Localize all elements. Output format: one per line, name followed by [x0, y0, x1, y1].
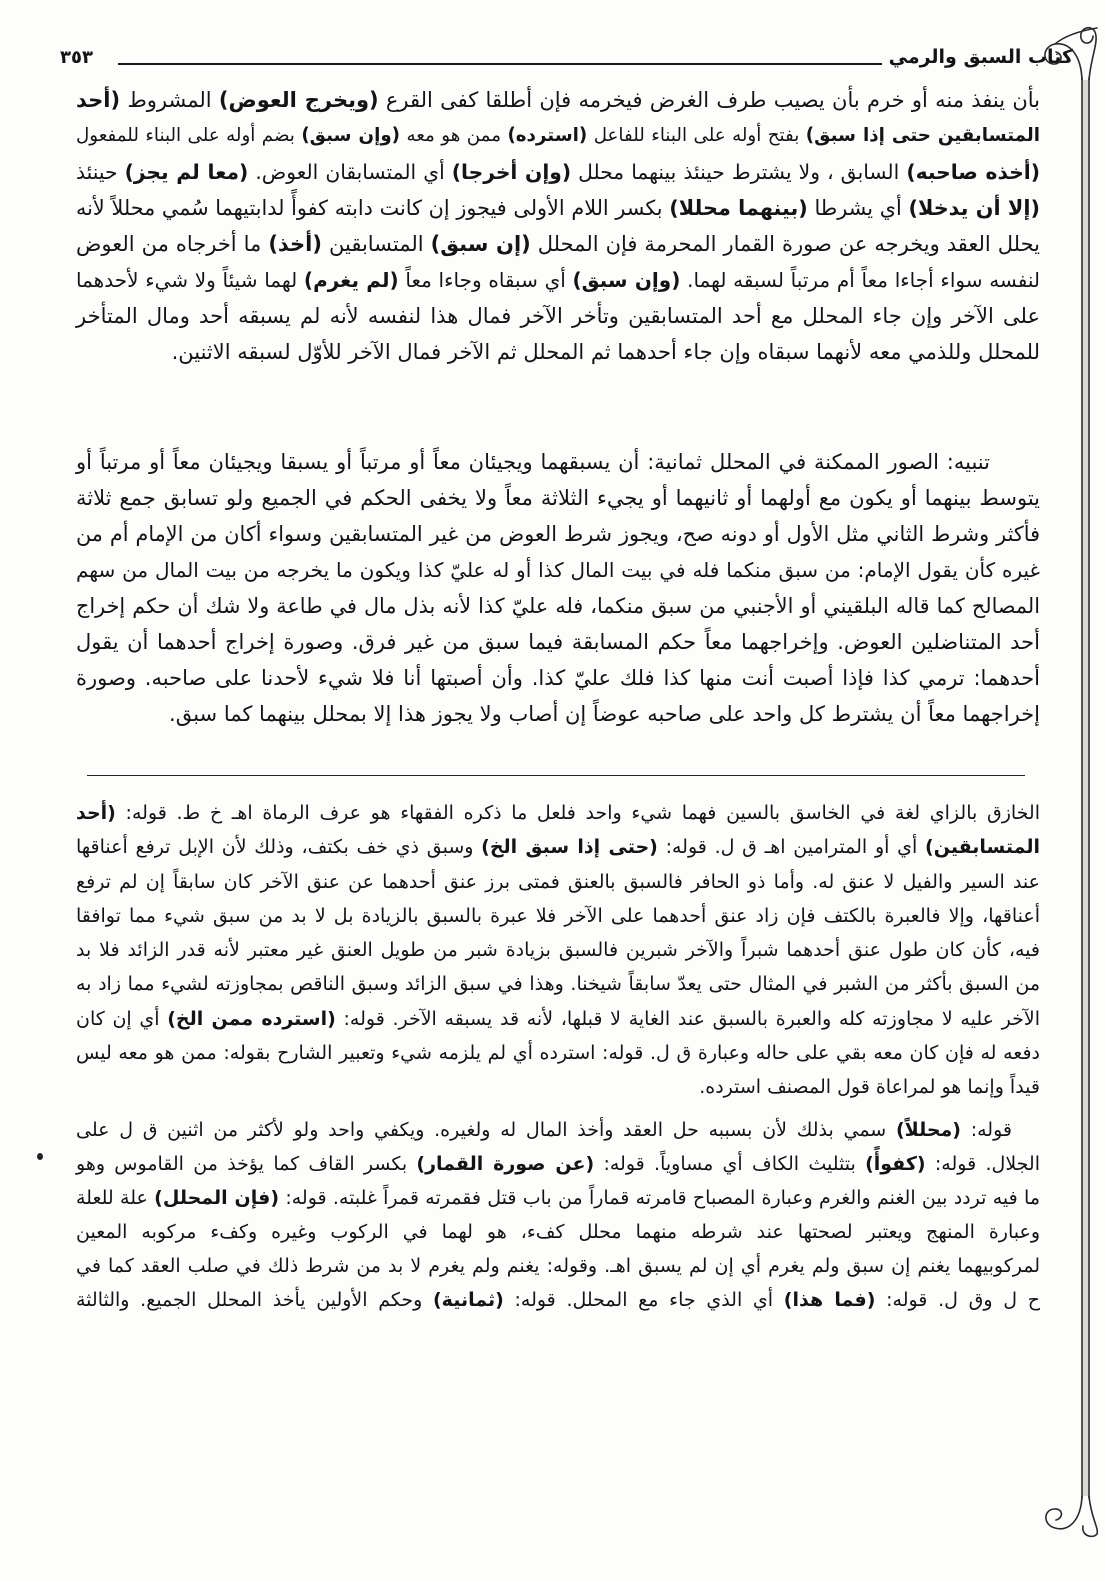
- text-line: [76, 516, 1040, 552]
- bold-matn-text: (إلا أن يدخلا): [908, 196, 1040, 220]
- text-line: [76, 154, 1040, 190]
- line-content: [76, 304, 1040, 328]
- bold-matn-text: (وإن أخرجا): [451, 160, 572, 184]
- text-segment: وسبق ذي خف بكتف، وذلك لأن الإبل ترفع أعناقها: [76, 836, 482, 859]
- text-line: [76, 298, 1040, 334]
- footnote-2: [76, 1113, 1040, 1317]
- text-segment: أي المتسابقان العوض.: [248, 160, 452, 184]
- line-content: [76, 1119, 1012, 1141]
- text-line: [76, 1283, 1040, 1317]
- text-segment: فيه، كأن كان طول عنق أحدهما شبراً والآخر شبرين فالسبق بزيادة شبر من طويل العنق غير معتبر لأنه قدر الزائد فلا بد: [76, 939, 1040, 962]
- text-segment: أي الذي جاء مع المحلل. قوله:: [503, 1289, 784, 1311]
- text-line: [76, 899, 1040, 933]
- text-line: [76, 1070, 1040, 1104]
- line-content: [76, 558, 1040, 582]
- text-segment: إخراجهما معاً أن يشترط كل واحد على صاحبه عوضاً إن أصاب ولا يجوز هذا إلا بمحلل بينهما كما سبق.: [169, 702, 1040, 726]
- text-line: [76, 830, 1040, 864]
- line-content: [76, 268, 1040, 292]
- bold-matn-text: (أحد: [76, 88, 121, 112]
- bold-matn-text: (وإن سبق): [572, 268, 681, 292]
- bold-matn-text: (حتى إذا سبق الخ): [481, 836, 658, 859]
- line-content: [76, 594, 1040, 618]
- line-content: [76, 1221, 1040, 1243]
- text-segment: الخازق بالزاي لغة في الخاسق بالسين فهما شيء واحد فلعل ما ذكره الفقهاء هو عرف الرماة اهـ خ ط. قوله:: [115, 802, 1040, 824]
- text-segment: أي إن كان: [76, 1007, 168, 1030]
- text-segment: تنبيه: الصور الممكنة في المحلل ثمانية: أن يسبقهما ويجيئان معاً أو مرتباً أو يسبقا ويجيئان معاً أو مرتباً أو: [76, 450, 990, 474]
- text-segment: السابق ، ولا يشترط حينئذ بينهما محلل: [571, 160, 907, 184]
- text-segment: لمركوبيهما يغنم إن سبق ولم يغرم أي إن لم يسبق اهـ. وقوله: يغنم ولم يغرم لا بد من شرط ذلك في صلب العقد كما في: [76, 1255, 1040, 1277]
- line-content: [172, 340, 1040, 364]
- bold-matn-text: (أخذ): [268, 232, 322, 256]
- text-line: [76, 82, 1040, 118]
- bold-matn-text: (فإن المحلل): [154, 1187, 280, 1209]
- scroll-top-curl: [1045, 44, 1082, 80]
- text-segment: أي أو المترامين اهـ ق ل. قوله:: [657, 836, 926, 859]
- text-segment: ممن هو معه: [400, 125, 508, 146]
- text-line: [76, 967, 1040, 1001]
- bold-matn-text: (أحد: [76, 802, 116, 824]
- line-content: [76, 905, 1040, 927]
- header-rule: [118, 63, 882, 65]
- line-content: [76, 1187, 1040, 1209]
- text-segment: دفعه له فإن كان معه بقي على حاله وعبارة ق ل. قوله: استرده أي لم يلزمه شيء وتعبير الشارح بقوله: ممن هو معه ليس: [76, 1042, 1040, 1065]
- text-line: [76, 334, 1040, 370]
- text-segment: أي سبقاه وجاءا معاً: [398, 268, 573, 292]
- text-line: [76, 1181, 1040, 1215]
- scroll-bottom-roll: [1083, 1496, 1098, 1536]
- line-content: [76, 630, 1040, 654]
- bold-matn-text: (عن صورة القمار): [416, 1153, 595, 1175]
- bold-matn-text: (استرده): [507, 125, 588, 146]
- text-segment: فأكثر وشرط الثاني مثل الأول أو دونه صح، ويجوز شرط العوض من غير المتسابقين وسواء أكان من الإمام أم من: [76, 522, 1040, 546]
- line-content: [76, 232, 1040, 256]
- running-header-title: كتاب السبق والرمي: [885, 44, 1077, 70]
- text-line: [76, 262, 1040, 298]
- text-segment: المشروط: [120, 88, 219, 112]
- bold-matn-text: (محللاً): [895, 1119, 961, 1141]
- line-content: [76, 450, 990, 474]
- text-line: [76, 933, 1040, 967]
- text-segment: يحلل العقد ويخرجه عن صورة القمار المحرمة فإن المحلل: [530, 232, 1041, 256]
- text-segment: بكسر القاف كما يؤخذ من القاموس وهو: [76, 1153, 417, 1175]
- line-content: [76, 666, 1040, 690]
- line-content: [76, 802, 1040, 824]
- text-segment: لهما شيئاً ولا شيء لأحدهما: [76, 268, 304, 292]
- text-segment: سمي بذلك لأن بسببه حل العقد وأخذ المال له ولغيره. ويكفي واحد ولو لأكثر من اثنين ق ل على: [76, 1119, 896, 1141]
- text-line: [76, 696, 1040, 732]
- text-segment: المتسابقين: [321, 232, 431, 256]
- line-content: [76, 522, 1040, 546]
- page-number: ٣٥٣: [60, 47, 93, 68]
- text-segment: يتوسط بينهما أو يكون مع أولهما أو ثانيهما أو يجيء الثلاثة معاً ولا يخفى الحكم في الجميع ولو تسابق جمع ثلاثة: [76, 486, 1040, 510]
- text-line: [76, 624, 1040, 660]
- text-segment: بفتح أوله على البناء للفاعل: [587, 125, 806, 146]
- line-content: [76, 160, 1040, 184]
- text-line: [76, 660, 1040, 696]
- bold-matn-text: (ثمانية): [432, 1289, 504, 1311]
- text-segment: أحد المتناضلين العوض. وإخراجهما معاً حكم المسابقة فيما سبق من غير فرق. وصورة إخراج أحدهما أن يقول: [76, 630, 1040, 654]
- bold-matn-text: (لم يغرم): [303, 268, 399, 292]
- bold-matn-text: (معا لم يجز): [124, 160, 249, 184]
- text-segment: أحدهما: ترمي كذا فإذا أصبت أنت منها كذا فلك عليّ كذا. وأن أصبتها أنا فلا شيء لأحدنا على صاحبه. وصورة: [76, 666, 1040, 690]
- text-segment: بكسر اللام الأولى فيجوز إن كانت دابته كفوأً لدابتيهما سُمي محللاً لأنه: [76, 196, 670, 220]
- bold-matn-text: (إن سبق): [430, 232, 531, 256]
- line-content: [76, 836, 1040, 858]
- text-segment: لنفسه سواء أجاءا معاً أم مرتباً لسبقه لهما.: [680, 268, 1041, 292]
- line-content: [76, 1008, 1040, 1030]
- line-content: [76, 1153, 1040, 1175]
- line-content: [76, 196, 1040, 220]
- text-line: [76, 865, 1040, 899]
- text-line: [76, 1215, 1040, 1249]
- footnote-separator: [87, 775, 1025, 776]
- text-segment: للمحلل وللذمي معه لأنهما سبقاه وإن جاء أحدهما ثم المحلل ثم الآخر فمال الآخر للأوّل لسبقه الاثنين.: [171, 340, 1040, 364]
- line-content: [76, 486, 1040, 510]
- text-line: [76, 480, 1040, 516]
- text-line: [76, 226, 1040, 262]
- text-segment: غيره كأن يقول الإمام: من سبق منكما فله في بيت المال كذا أو له عليّ كذا ويكون ما يخرجه من بيت المال من سهم: [76, 558, 1040, 582]
- main-paragraph-1: [76, 82, 1040, 370]
- bold-matn-text: (ويخرج العوض): [218, 88, 379, 112]
- line-content: [76, 939, 1040, 961]
- text-segment: حينئذ: [76, 160, 125, 184]
- text-segment: ما فيه تردد بين الغنم والغرم وعبارة المصباح قامرته قماراً من باب قتل فقمرته قمراً غلبته. قوله:: [279, 1187, 1040, 1209]
- text-segment: بتثليث الكاف أي مساوياً. قوله:: [594, 1153, 866, 1175]
- text-segment: من السبق بأكثر من الشبر في المثال حتى يعدّ سابقاً شيخنا. وهذا في سبق الزائد وسبق الناقص بمجاوزته لشيء مما زاد به: [76, 973, 1040, 996]
- text-segment: علة للعلة: [76, 1187, 155, 1209]
- text-segment: الجلال. قوله:: [925, 1153, 1040, 1175]
- scroll-bottom-curl: [1046, 1496, 1082, 1529]
- text-segment: قوله:: [960, 1119, 1012, 1141]
- text-segment: وحكم الأولين يأخذ المحلل الجميع. والثالثة: [76, 1289, 433, 1311]
- text-line: [76, 1036, 1040, 1070]
- text-line: [76, 444, 1040, 480]
- text-line: [76, 1002, 1040, 1036]
- text-line: [76, 552, 1040, 588]
- text-line: [76, 190, 1040, 226]
- text-segment: على الآخر وإن جاء المحلل مع أحد المتسابقين وتأخر الآخر فمال هذا لنفسه لأنه لم يسبقه أحد ومال المتأخر: [76, 304, 1040, 328]
- bold-matn-text: المتسابقين): [925, 836, 1040, 859]
- scroll-rod-fill: [1083, 80, 1088, 1496]
- text-line: [76, 796, 1040, 830]
- footnote-1: [76, 796, 1040, 1105]
- bold-matn-text: (بينهما محللا): [669, 196, 808, 220]
- line-content: [169, 702, 1040, 726]
- text-segment: المصالح كما قاله البلقيني أو الأجنبي من سبق منكما، فله عليّ كذا لأنه بذل مال في طاعة ولا شك أن حكم إخراج: [76, 594, 1040, 618]
- bold-matn-text: (استرده ممن الخ): [167, 1007, 336, 1030]
- text-segment: عند السير والفيل لا عنق له. وأما ذو الحافر فالسبق بالعنق فمتى برز عنق أحدهما عن عنق الآخر كان سابقاً إن لم ترفع: [76, 870, 1040, 893]
- text-segment: ما أخرجاه من العوض: [76, 232, 269, 256]
- text-segment: بضم أوله على البناء للمفعول: [76, 125, 302, 146]
- bold-matn-text: المتسابقين حتى إذا سبق): [805, 125, 1040, 146]
- text-line: [76, 1249, 1040, 1283]
- decorative-scroll-border: [1035, 20, 1105, 1540]
- line-content: [699, 1076, 1040, 1098]
- line-content: [76, 1255, 1040, 1277]
- bold-matn-text: (وإن سبق): [301, 125, 401, 146]
- text-segment: أعناقها، وإلا فالعبرة بالكتف فإن زاد عنق أحدهما على الآخر فلا عبرة بالسبق بالزيادة بل لا بد من سبق شيء مما توافقا: [76, 904, 1040, 927]
- main-paragraph-tanbih: [76, 444, 1040, 732]
- text-segment: أي يشرطا: [807, 196, 909, 220]
- margin-mark: [37, 1153, 43, 1160]
- line-content: [76, 88, 1040, 112]
- line-content: [76, 1042, 1040, 1064]
- line-content: [76, 973, 1040, 995]
- text-segment: قيداً وإنما هو لمراعاة قول المصنف استرده.: [699, 1076, 1040, 1099]
- bold-matn-text: (كفوأً): [865, 1153, 926, 1175]
- line-content: [76, 871, 1040, 893]
- line-content: [76, 125, 1040, 146]
- text-line: [76, 1113, 1040, 1147]
- scroll-top-roll: [1081, 28, 1096, 80]
- text-segment: ح ل وق ل. قوله:: [875, 1289, 1040, 1311]
- text-segment: بأن ينفذ منه أو خرم بأن يصيب طرف الغرض فيخرمه فإن أطلقا كفى القرع: [378, 88, 1040, 112]
- text-segment: الآخر عليه لا مجاوزته كله والعبرة بالسبق عند الغاية لا قبلها، لأنه قد يسبقه الآخر. قوله:: [335, 1007, 1041, 1030]
- line-content: [76, 1289, 1040, 1311]
- text-segment: وعبارة المنهج ويعتبر لصحتها عند شرطه منهما محلل كفء، هو لهما في الركوب وغيره وكفء مركوبه المعين: [76, 1221, 1040, 1243]
- bold-matn-text: (أخذه صاحبه): [906, 160, 1041, 184]
- text-line: [76, 588, 1040, 624]
- text-line: [76, 118, 1040, 154]
- text-line: [76, 1147, 1040, 1181]
- bold-matn-text: (فما هذا): [783, 1289, 876, 1311]
